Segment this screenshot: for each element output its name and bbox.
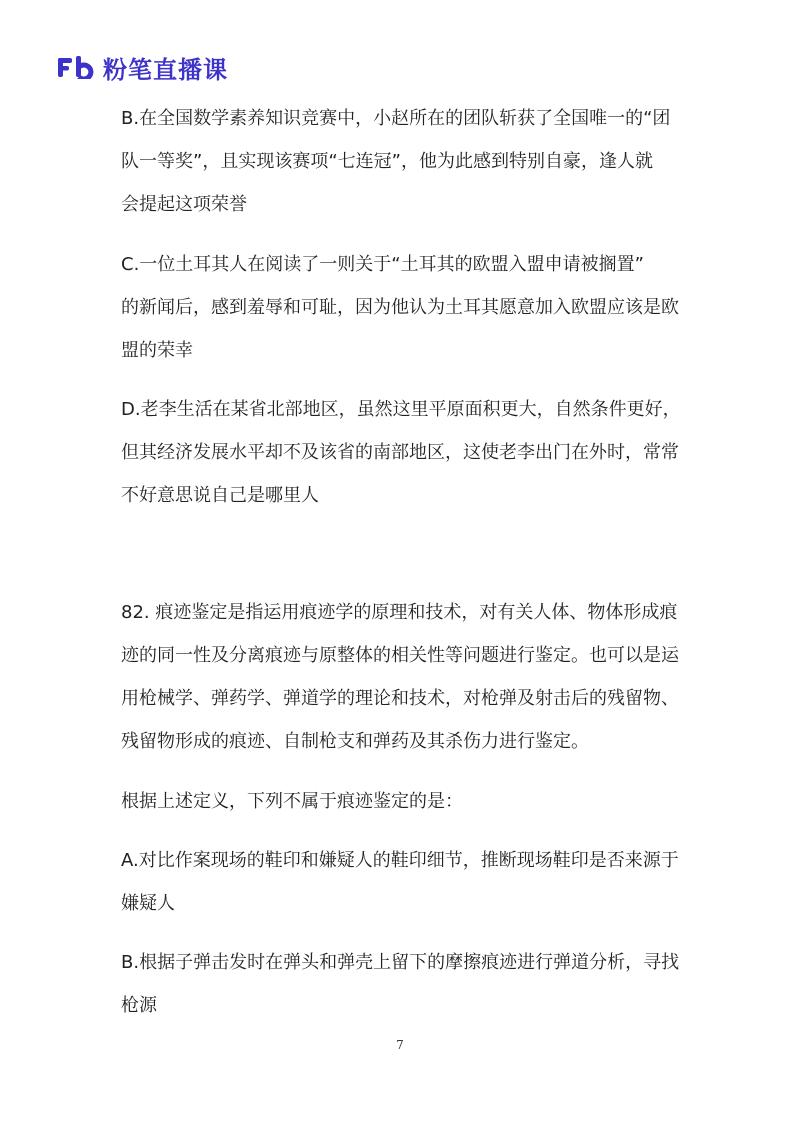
text-line: 82. 痕迹鉴定是指运用痕迹学的原理和技术，对有关人体、物体形成痕 xyxy=(121,602,678,623)
text-line: 残留物形成的痕迹、自制枪支和弹药及其杀伤力进行鉴定。 xyxy=(121,731,589,752)
text-line: 但其经济发展水平却不及该省的南部地区，这使老李出门在外时，常常 xyxy=(121,442,679,463)
page-header xyxy=(57,50,228,84)
text-line: 用枪械学、弹药学、弹道学的理论和技术，对枪弹及射击后的残留物、 xyxy=(121,688,679,709)
text-line: 会提起这项荣誉 xyxy=(121,194,247,215)
text-line: 迹的同一性及分离痕迹与原整体的相关性等问题进行鉴定。也可以是运 xyxy=(121,645,679,666)
text-line: A.对比作案现场的鞋印和嫌疑人的鞋印细节，推断现场鞋印是否来源于 xyxy=(121,850,679,871)
text-line: 嫌疑人 xyxy=(121,893,175,914)
text-line: D.老李生活在某省北部地区，虽然这里平原面积更大，自然条件更好， xyxy=(121,399,681,420)
text-line: B.在全国数学素养知识竞赛中，小赵所在的团队斩获了全国唯一的“团 xyxy=(121,108,671,129)
text-line: 的新闻后，感到羞辱和可耻，因为他认为土耳其愿意加入欧盟应该是欧 xyxy=(121,297,679,318)
text-line: 盟的荣幸 xyxy=(121,340,193,361)
text-line: 队一等奖”，且实现该赛项“七连冠”，他为此感到特别自豪，逢人就 xyxy=(121,151,653,172)
question-82-prompt: 根据上述定义，下列不属于痕迹鉴定的是： xyxy=(121,791,463,812)
text-line: 枪源 xyxy=(121,995,157,1016)
text-line: B.根据子弹击发时在弹头和弹壳上留下的摩擦痕迹进行弹道分析，寻找 xyxy=(121,952,680,973)
brand-name: 粉笔直播课 xyxy=(103,55,228,84)
page-number: 7 xyxy=(396,1038,404,1052)
text-line: C.一位土耳其人在阅读了一则关于“土耳其的欧盟入盟申请被搁置” xyxy=(121,254,644,275)
fenbi-logo-icon xyxy=(57,55,95,79)
text-line: 不好意思说自己是哪里人 xyxy=(121,485,319,506)
